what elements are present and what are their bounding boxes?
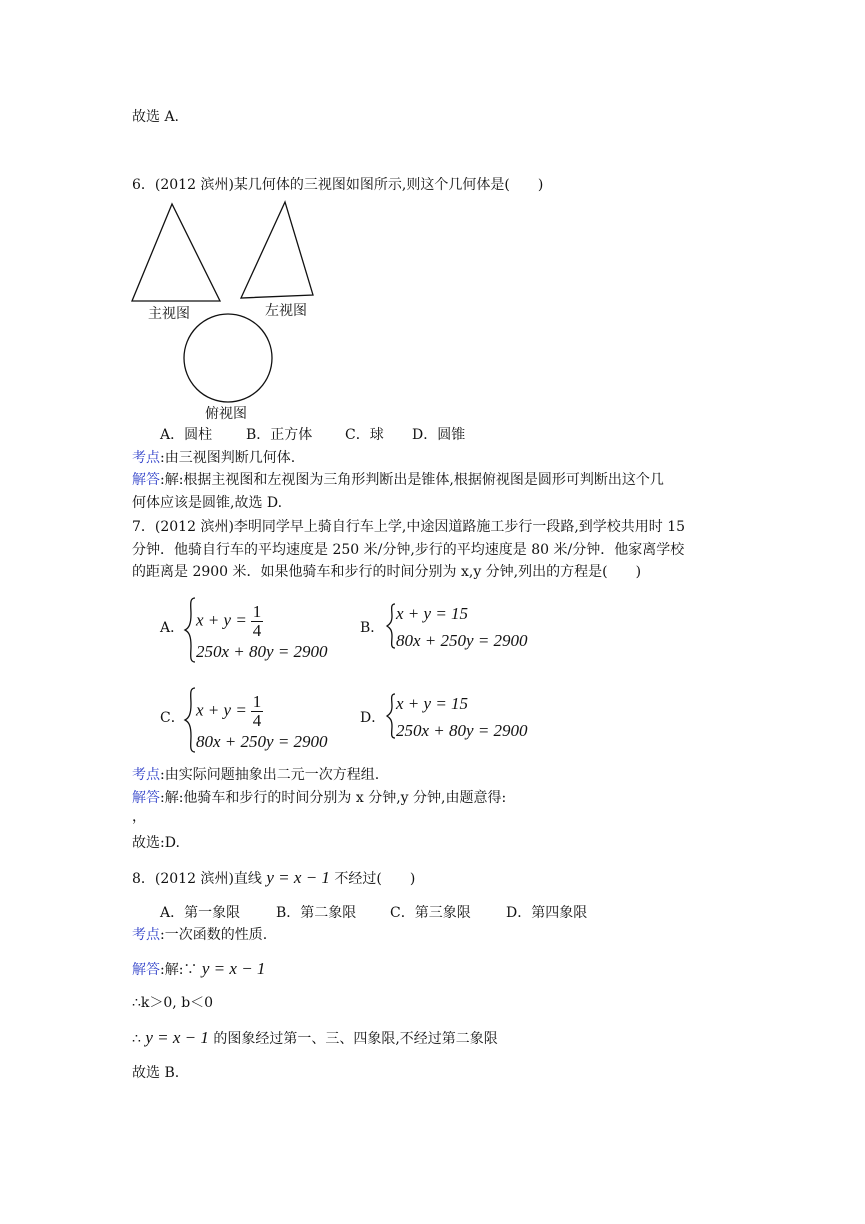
q8-line3-equation: y = x − 1: [145, 1028, 209, 1047]
q6-option-c: C．球: [345, 427, 384, 443]
q7-option-c-letter: C．: [160, 710, 185, 726]
q8-conclusion: 故选 B.: [132, 1065, 180, 1081]
q8-line3: ∴ y = x − 1 的图象经过第一、三、四象限,不经过第二象限: [132, 1028, 498, 1047]
q6-jieda-line2: 何体应该是圆锥,故选 D.: [132, 495, 283, 511]
q6-option-b: B．正方体: [246, 427, 313, 443]
q6-kaodian: 考点:由三视图判断几何体.: [132, 450, 296, 466]
q7-option-b-eq1: x + y = 15: [396, 604, 469, 623]
q7-option-d-eq2: 250x + 80y = 2900: [396, 721, 528, 740]
prev-conclusion: 故选 A.: [132, 109, 180, 125]
front-view-label: 主视图: [148, 306, 190, 322]
jieda-label: 解答: [132, 962, 160, 978]
q7-jieda-line2: ，: [132, 809, 146, 825]
q8-option-a: A．第一象限: [160, 905, 241, 921]
kaodian-label: 考点: [132, 767, 160, 783]
jieda-label: 解答: [132, 472, 160, 488]
brace-icon: [183, 686, 197, 754]
q8-option-d: D．第四象限: [506, 905, 588, 921]
kaodian-label: 考点: [132, 450, 160, 466]
q7-option-c-eq2: 80x + 250y = 2900: [196, 732, 328, 751]
q7-option-d-letter: D．: [360, 710, 386, 726]
brace-icon: [183, 596, 197, 664]
top-view-circle: [184, 314, 272, 402]
top-view-label: 俯视图: [205, 406, 247, 422]
q7-option-b-eq2: 80x + 250y = 2900: [396, 631, 528, 650]
q7-conclusion: 故选:D.: [132, 835, 180, 851]
q8-option-b: B．第二象限: [276, 905, 357, 921]
q7-option-c-eq1: x + y = $\frac{1}{4}$: [196, 692, 262, 730]
q7-stem-line3: 的距离是 2900 米．如果他骑车和步行的时间分别为 x,y 分钟,列出的方程是( ): [132, 564, 642, 580]
q7-jieda-line1: 解答:解:他骑车和步行的时间分别为 x 分钟,y 分钟,由题意得:: [132, 790, 507, 806]
front-view-triangle: [132, 204, 220, 301]
left-view-label: 左视图: [265, 303, 307, 319]
q8-line2: ∴k＞0, b＜0: [132, 995, 214, 1011]
q7-option-a-eq2: 250x + 80y = 2900: [196, 642, 328, 661]
q8-stem: 8．(2012 滨州)直线 y = x − 1 不经过( ): [132, 868, 416, 887]
kaodian-label: 考点: [132, 927, 160, 943]
q6-option-d: D．圆锥: [412, 427, 466, 443]
q7-kaodian: 考点:由实际问题抽象出二元一次方程组.: [132, 767, 380, 783]
q6-option-a: A．圆柱: [160, 427, 213, 443]
q8-kaodian: 考点:一次函数的性质.: [132, 927, 268, 943]
q7-stem-line1: 7．(2012 滨州)李明同学早上骑自行车上学,中途因道路施工步行一段路,到学校共用时 15: [132, 519, 686, 535]
jieda-label: 解答: [132, 790, 160, 806]
q8-stem-equation: y = x − 1: [266, 868, 330, 887]
q7-option-a-letter: A．: [160, 620, 185, 636]
q8-jieda-line1: 解答:解:∵ y = x − 1: [132, 959, 266, 978]
left-view-triangle: [241, 202, 313, 298]
q8-jieda-equation: y = x − 1: [201, 959, 266, 978]
q7-option-b-letter: B．: [360, 620, 385, 636]
q8-option-c: C．第三象限: [390, 905, 471, 921]
q6-jieda-line1: 解答:解:根据主视图和左视图为三角形判断出是锥体,根据俯视图是圆形可判断出这个几: [132, 472, 664, 488]
q6-stem: 6．(2012 滨州)某几何体的三视图如图所示,则这个几何体是( ): [132, 177, 544, 193]
q7-stem-line2: 分钟．他骑自行车的平均速度是 250 米/分钟,步行的平均速度是 80 米/分钟．他家离学校: [132, 542, 685, 558]
q7-option-d-eq1: x + y = 15: [396, 694, 469, 713]
q7-option-a-eq1: x + y = $\frac{1}{4}$: [196, 602, 262, 640]
